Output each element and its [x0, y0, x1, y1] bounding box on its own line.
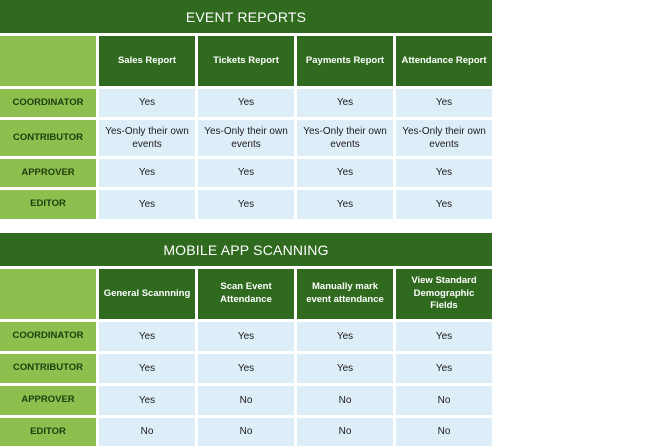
permission-cell: Yes — [297, 322, 393, 351]
permission-cell: No — [198, 386, 294, 415]
row-header-role: CONTRIBUTOR — [0, 354, 96, 383]
column-header: Sales Report — [99, 36, 195, 86]
permission-cell: Yes — [198, 89, 294, 117]
row-header-role: APPROVER — [0, 386, 96, 415]
permission-cell: Yes — [396, 190, 492, 219]
permission-cell: Yes — [297, 159, 393, 187]
permission-cell: Yes-Only their own events — [99, 120, 195, 156]
section-title: MOBILE APP SCANNING — [0, 233, 492, 266]
permission-cell: Yes — [396, 354, 492, 383]
permission-cell: No — [99, 418, 195, 446]
permission-cell: No — [396, 418, 492, 446]
permission-cell: Yes — [396, 89, 492, 117]
column-header: Payments Report — [297, 36, 393, 86]
permission-cell: Yes — [297, 190, 393, 219]
permission-cell: Yes — [396, 159, 492, 187]
permission-cell: Yes — [198, 190, 294, 219]
permission-cell: Yes — [99, 190, 195, 219]
permission-cell: Yes — [99, 354, 195, 383]
row-header-role: CONTRIBUTOR — [0, 120, 96, 156]
permission-cell: Yes-Only their own events — [396, 120, 492, 156]
permission-cell: Yes-Only their own events — [297, 120, 393, 156]
permission-cell: Yes — [198, 159, 294, 187]
permission-cell: Yes — [396, 322, 492, 351]
column-header: General Scannning — [99, 269, 195, 319]
column-header: Scan Event Attendance — [198, 269, 294, 319]
permission-cell: Yes — [297, 89, 393, 117]
permission-cell: No — [297, 386, 393, 415]
permission-cell: Yes — [198, 354, 294, 383]
row-header-role: EDITOR — [0, 418, 96, 446]
permission-cell: Yes — [99, 89, 195, 117]
permission-cell: No — [198, 418, 294, 446]
column-header: Tickets Report — [198, 36, 294, 86]
row-header-role: COORDINATOR — [0, 89, 96, 117]
permission-cell: Yes — [297, 354, 393, 383]
permission-cell: Yes-Only their own events — [198, 120, 294, 156]
section-title: EVENT REPORTS — [0, 0, 492, 33]
header-corner-cell — [0, 269, 96, 319]
permission-cell: Yes — [198, 322, 294, 351]
row-header-role: EDITOR — [0, 190, 96, 219]
header-corner-cell — [0, 36, 96, 86]
row-header-role: APPROVER — [0, 159, 96, 187]
permission-cell: No — [297, 418, 393, 446]
permission-cell: No — [396, 386, 492, 415]
row-header-role: COORDINATOR — [0, 322, 96, 351]
column-header: View Standard Demographic Fields — [396, 269, 492, 319]
permission-cell: Yes — [99, 159, 195, 187]
permission-cell: Yes — [99, 322, 195, 351]
column-header: Attendance Report — [396, 36, 492, 86]
column-header: Manually mark event attendance — [297, 269, 393, 319]
permission-cell: Yes — [99, 386, 195, 415]
